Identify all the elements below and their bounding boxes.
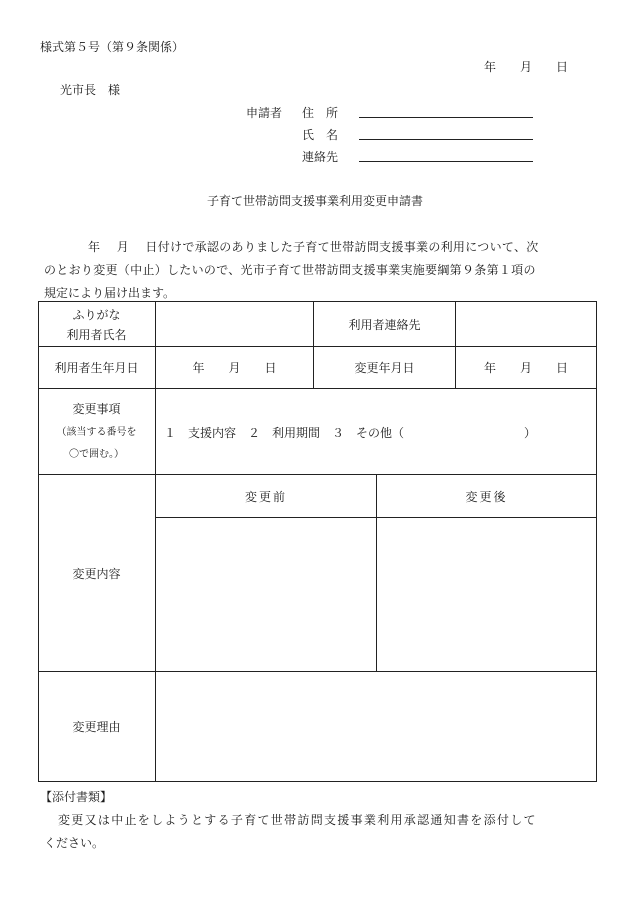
attachments-heading: 【添付書類】 [40, 790, 113, 804]
user-name-label: 利用者氏名 [66, 327, 127, 342]
address-label: 住 所 [302, 106, 339, 120]
user-name-field[interactable] [156, 302, 313, 346]
birth-date-label: 利用者生年月日 [54, 361, 139, 375]
user-contact-field[interactable] [456, 302, 596, 346]
before-label: 変更前 [244, 489, 287, 504]
after-label: 変更後 [465, 489, 508, 504]
applicant-label: 申請者 [246, 106, 283, 120]
document-title: 子育て世帯訪問支援事業利用変更申請書 [206, 194, 423, 208]
body-line-3: 規定により届け出ます。 [44, 286, 176, 300]
reason-label: 変更理由 [72, 720, 121, 734]
name-label: 氏 名 [302, 128, 339, 142]
birth-date-field[interactable]: 年 月 日 [192, 361, 277, 375]
application-table [38, 301, 597, 782]
change-item-note-2: 〇で囲む。） [69, 448, 124, 460]
contact-field[interactable] [359, 161, 533, 162]
change-date-label: 変更年月日 [354, 361, 415, 375]
submission-date: 年 月 日 [484, 60, 569, 74]
change-content-label: 変更内容 [72, 566, 121, 581]
change-item-note-1: （該当する番号を [56, 426, 137, 438]
user-contact-label: 利用者連絡先 [348, 317, 421, 332]
form-number: 様式第５号（第９条関係） [40, 40, 185, 54]
addressee: 光市長 様 [60, 83, 121, 97]
attachments-line-2: ください。 [44, 836, 105, 850]
contact-label: 連絡先 [302, 150, 339, 164]
body-line-1: 年 月 日付けで承認のありました子育て世帯訪問支援事業の利用について、次 [88, 240, 539, 254]
change-date-field[interactable]: 年 月 日 [483, 361, 568, 375]
reason-field[interactable] [156, 672, 596, 781]
after-field[interactable] [377, 518, 596, 671]
change-options[interactable]: １ 支援内容 ２ 利用期間 ３ その他（ ） [164, 426, 537, 440]
change-item-label: 変更事項 [72, 401, 121, 416]
name-field[interactable] [359, 139, 533, 140]
attachments-line-1: 変更又は中止をしようとする子育て世帯訪問支援事業利用承認通知書を添付して [58, 813, 537, 827]
body-line-2: のとおり変更（中止）したいので、光市子育て世帯訪問支援事業実施要綱第９条第１項の [44, 263, 536, 277]
address-field[interactable] [359, 117, 533, 118]
furigana-label: ふりがな [72, 307, 121, 322]
before-field[interactable] [156, 518, 376, 671]
